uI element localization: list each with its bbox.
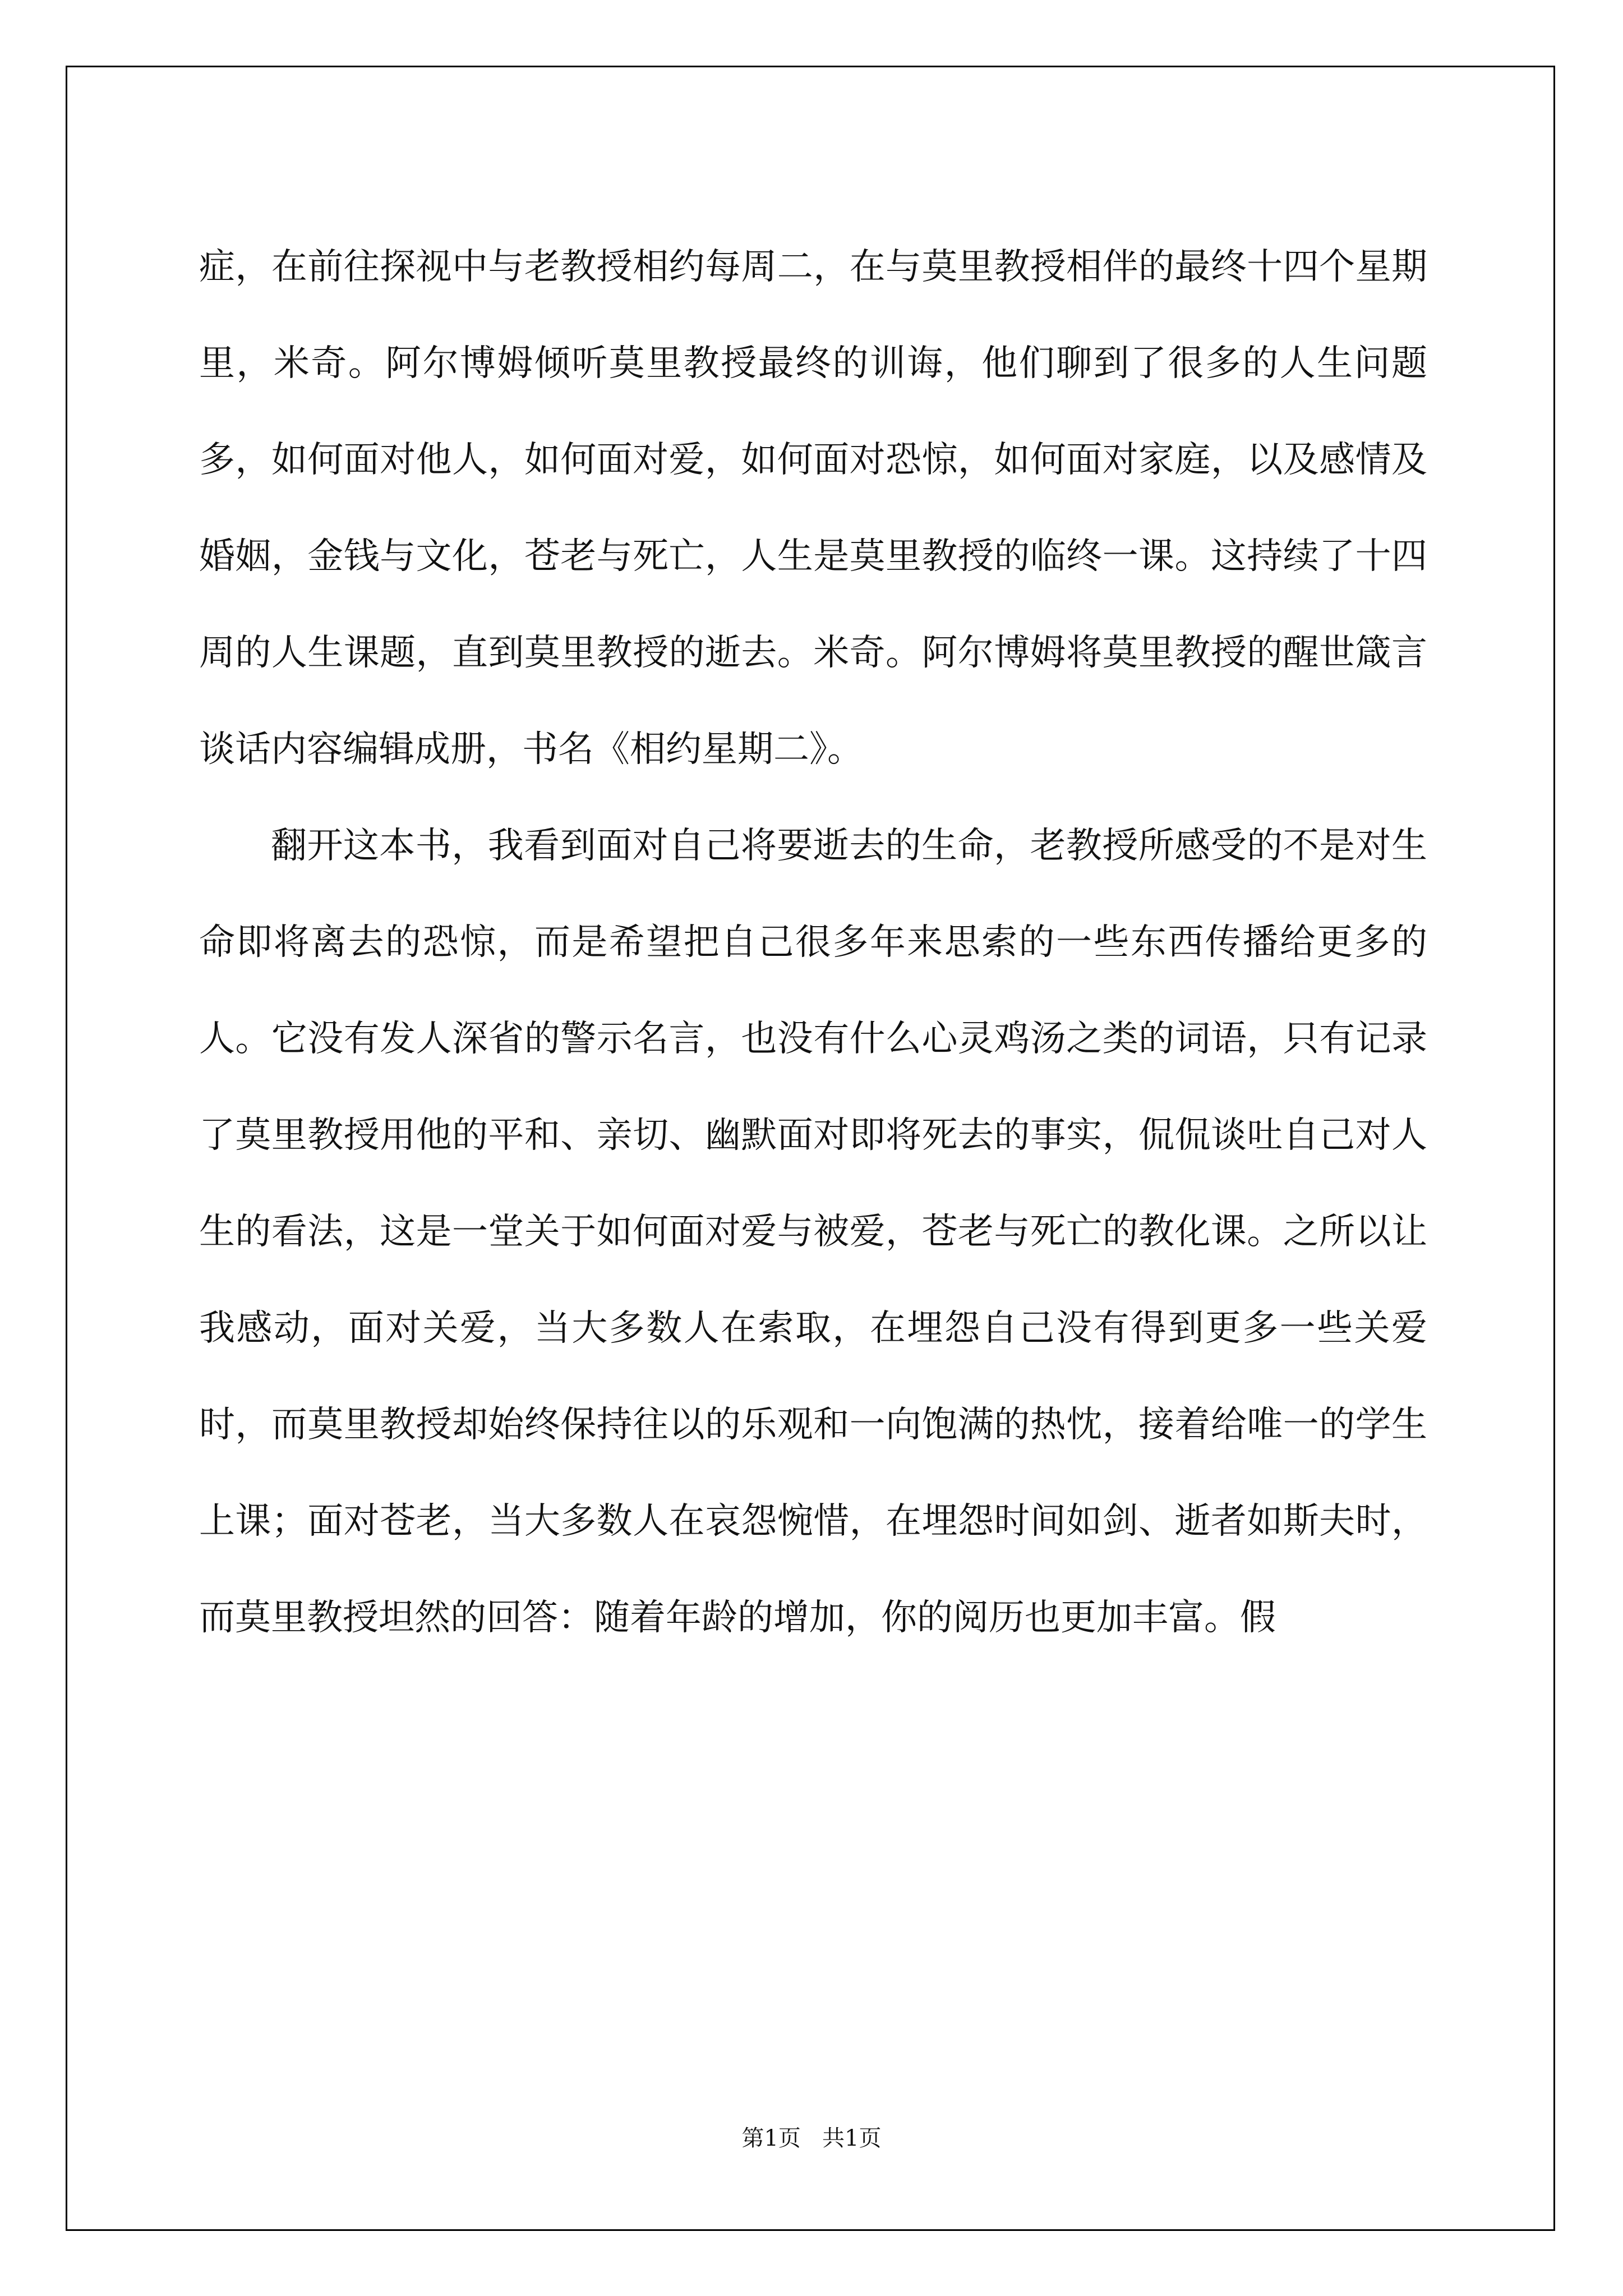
- document-body: [199, 219, 1427, 1666]
- paragraph-1: 症，在前往探视中与老教授相约每周二，在与莫里教授相伴的最终十四个星期里，米奇。阿尔博姆倾听莫里教授最终的训诲，他们聊到了很多的人生问题多，如何面对他人，如何面对爱，如何面对恐惊，如何面对家庭，以及感情及婚姻，金钱与文化，苍老与死亡，人生是莫里教授的临终一课。这持续了十四周的人生课题，直到莫里教授的逝去。米奇。阿尔博姆将莫里教授的醒世箴言谈话内容编辑成册，书名《相约星期二》。: [199, 246, 1427, 770]
- paragraph-2: 翻开这本书，我看到面对自己将要逝去的生命，老教授所感受的不是对生命即将离去的恐惊，而是希望把自己很多年来思索的一些东西传播给更多的人。它没有发人深省的警示名言，也没有什么心灵鸡汤之类的词语，只有记录了莫里教授用他的平和、亲切、幽默面对即将死去的事实，侃侃谈吐自己对人生的看法，这是一堂关于如何面对爱与被爱，苍老与死亡的教化课。之所以让我感动，面对关爱，当大多数人在索取，在埋怨自己没有得到更多一些关爱时，而莫里教授却始终保持往以的乐观和一向饱满的热忱，接着给唯一的学生上课；面对苍老，当大多数人在哀怨惋惜，在埋怨时间如剑、逝者如斯夫时，而莫里教授坦然的回答：随着年龄的增加，你的阅历也更加丰富。假: [199, 825, 1427, 1639]
- page-footer: 第1页 共1页: [741, 2125, 882, 2151]
